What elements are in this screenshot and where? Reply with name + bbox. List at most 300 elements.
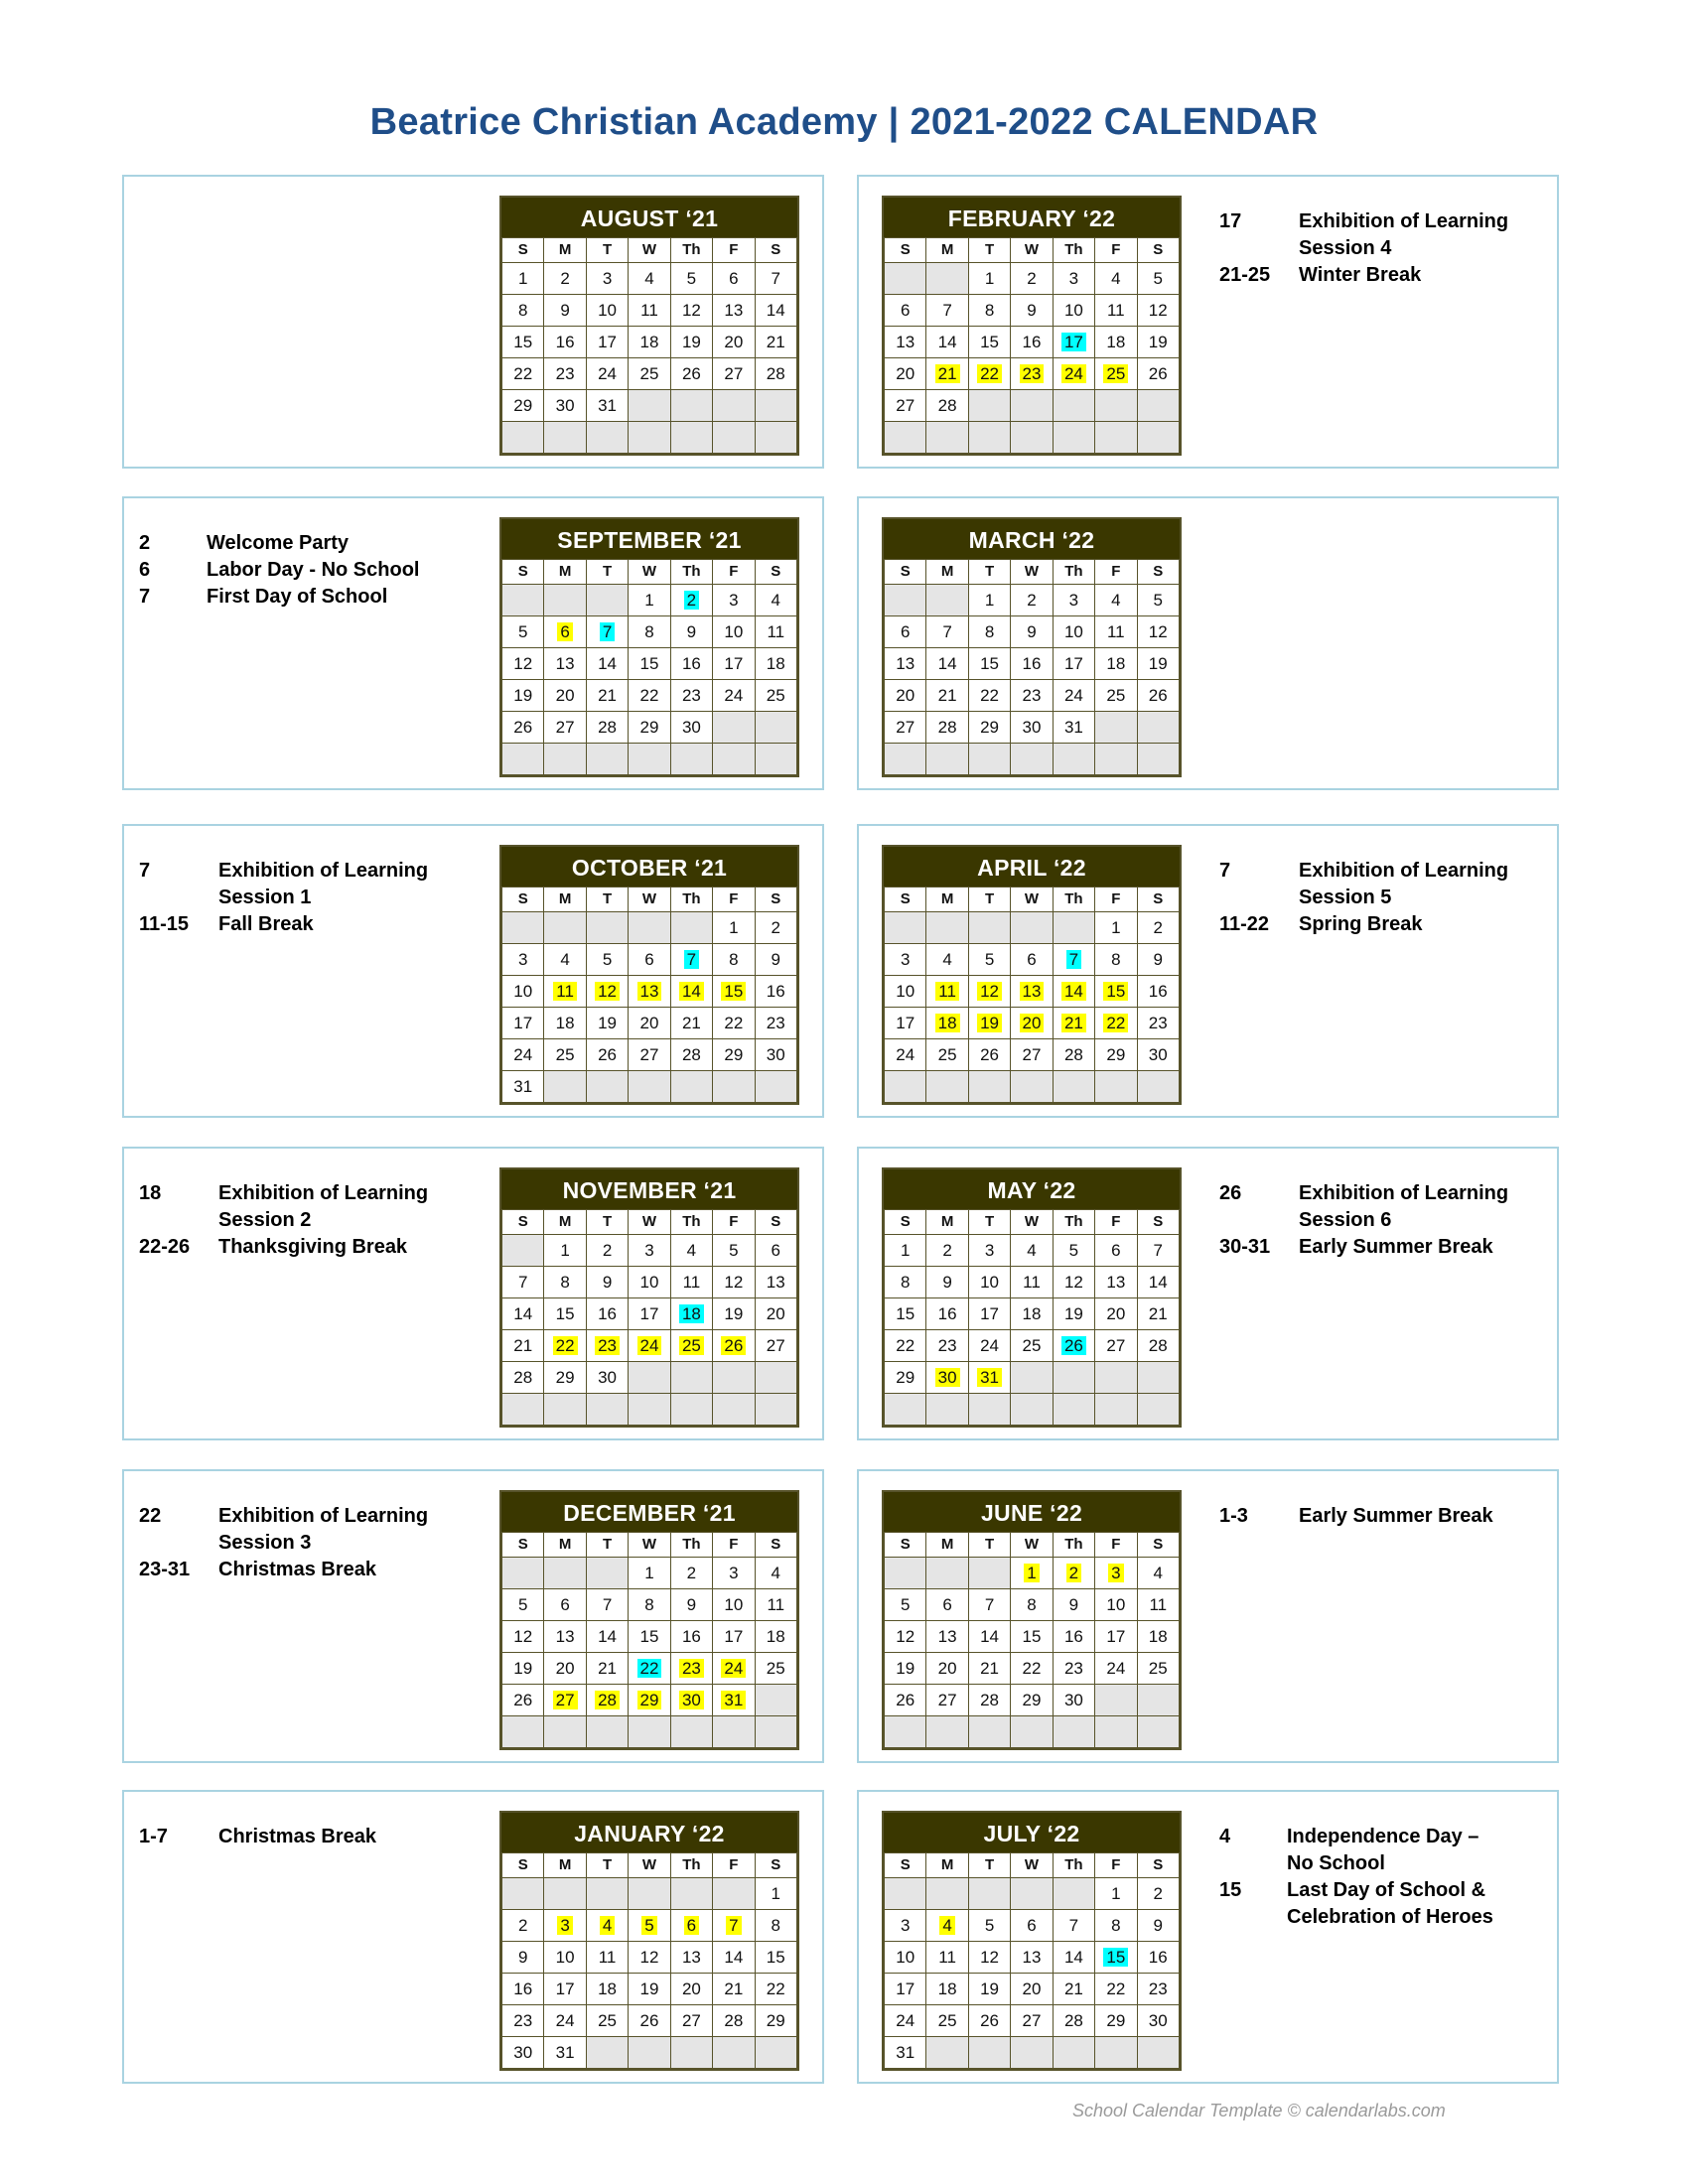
day-cell <box>1011 1589 1053 1621</box>
day-cell <box>885 712 926 744</box>
day-cell <box>1095 648 1137 680</box>
day-number: 1 <box>560 1241 570 1260</box>
day-cell <box>544 358 586 390</box>
day-number: 6 <box>644 950 654 969</box>
week-row <box>885 648 1180 680</box>
day-cell <box>713 1621 755 1653</box>
day-number: 7 <box>517 1273 528 1292</box>
day-cell <box>502 1071 544 1103</box>
day-number-break: 11 <box>935 982 959 1001</box>
day-cell <box>1053 1267 1094 1298</box>
day-cell <box>586 358 628 390</box>
event-description <box>218 858 477 911</box>
empty-day-cell <box>926 422 968 454</box>
empty-day-cell <box>670 1878 712 1910</box>
day-number: 18 <box>1148 1627 1168 1646</box>
week-row <box>502 585 797 616</box>
day-number: 11 <box>1149 1595 1168 1614</box>
day-cell <box>1011 1298 1053 1330</box>
day-cell <box>885 1653 926 1685</box>
day-number: 6 <box>1111 1241 1121 1260</box>
week-row <box>885 295 1180 327</box>
event-line: Labor Day - No School <box>207 559 420 581</box>
day-cell <box>926 1621 968 1653</box>
empty-day-cell <box>1011 1071 1053 1103</box>
day-number: 29 <box>513 396 533 415</box>
weekday-label: W <box>1011 1210 1053 1235</box>
day-number: 29 <box>980 718 1000 737</box>
month-title: FEBRUARY ‘22 <box>884 198 1180 237</box>
day-cell <box>586 1039 628 1071</box>
day-cell <box>670 1653 712 1685</box>
day-number-break: 14 <box>679 982 704 1001</box>
week-row <box>885 616 1180 648</box>
week-row <box>885 1394 1180 1426</box>
day-cell <box>670 712 712 744</box>
day-number: 24 <box>980 1336 1000 1355</box>
day-cell <box>1053 976 1094 1008</box>
day-number: 20 <box>681 1979 701 1998</box>
day-cell <box>502 1974 544 2005</box>
weekday-header-row <box>885 1533 1180 1558</box>
month-calendar <box>499 845 799 1105</box>
day-number-event: 15 <box>1103 1948 1128 1967</box>
weekday-label: F <box>713 1533 755 1558</box>
empty-day-cell <box>544 1716 586 1748</box>
day-cell <box>1011 944 1053 976</box>
day-number: 17 <box>598 333 618 351</box>
empty-day-cell <box>586 585 628 616</box>
day-number: 10 <box>724 1595 744 1614</box>
day-cell <box>1137 944 1179 976</box>
month-calendar <box>499 517 799 777</box>
day-number: 13 <box>896 333 915 351</box>
day-cell <box>544 648 586 680</box>
empty-day-cell <box>926 2037 968 2069</box>
day-cell <box>502 2005 544 2037</box>
empty-day-cell <box>1137 712 1179 744</box>
day-number: 2 <box>602 1241 613 1260</box>
empty-day-cell <box>1053 390 1094 422</box>
day-number: 19 <box>896 1659 915 1678</box>
empty-day-cell <box>1011 1878 1053 1910</box>
day-cell <box>755 1330 796 1362</box>
day-cell <box>926 1267 968 1298</box>
day-cell <box>885 616 926 648</box>
empty-day-cell <box>502 912 544 944</box>
empty-day-cell <box>968 1394 1010 1426</box>
month-title: SEPTEMBER ‘21 <box>501 519 797 559</box>
day-cell <box>502 1589 544 1621</box>
day-cell <box>1011 1910 1053 1942</box>
day-cell <box>968 944 1010 976</box>
week-row <box>502 616 797 648</box>
day-number: 28 <box>1063 2011 1083 2030</box>
day-number: 13 <box>766 1273 785 1292</box>
day-cell <box>629 2005 670 2037</box>
empty-day-cell <box>629 2037 670 2069</box>
empty-day-cell <box>968 1558 1010 1589</box>
day-cell <box>713 1685 755 1716</box>
event-item <box>139 530 477 557</box>
day-cell <box>755 1039 796 1071</box>
event-date: 6 <box>139 559 151 581</box>
weekday-label: Th <box>1053 887 1094 912</box>
empty-day-cell <box>670 912 712 944</box>
day-number: 6 <box>1027 1916 1037 1935</box>
day-cell <box>1095 1589 1137 1621</box>
day-number: 20 <box>724 333 744 351</box>
day-cell <box>713 1235 755 1267</box>
day-cell <box>1095 1942 1137 1974</box>
day-cell <box>713 944 755 976</box>
day-number: 12 <box>980 1948 1000 1967</box>
empty-day-cell <box>629 1878 670 1910</box>
day-number-break: 6 <box>684 1916 699 1935</box>
weekday-label: Th <box>1053 1210 1094 1235</box>
day-cell <box>629 1558 670 1589</box>
day-cell <box>1053 1910 1094 1942</box>
day-number: 13 <box>681 1948 701 1967</box>
weekday-label: W <box>629 887 670 912</box>
day-number: 30 <box>766 1045 785 1064</box>
day-cell <box>586 648 628 680</box>
day-number: 30 <box>1063 1691 1083 1709</box>
weekday-label: S <box>885 238 926 263</box>
day-cell <box>670 2005 712 2037</box>
day-number: 11 <box>640 301 658 320</box>
empty-day-cell <box>544 1071 586 1103</box>
day-cell <box>544 616 586 648</box>
day-number: 17 <box>724 1627 744 1646</box>
empty-day-cell <box>1011 422 1053 454</box>
weekday-label: W <box>629 560 670 585</box>
day-number: 16 <box>681 1627 701 1646</box>
day-number: 11 <box>1106 301 1125 320</box>
day-cell <box>629 295 670 327</box>
weekday-label: T <box>968 1210 1010 1235</box>
day-cell <box>586 1942 628 1974</box>
empty-day-cell <box>968 744 1010 775</box>
day-cell <box>755 1267 796 1298</box>
day-cell <box>670 1942 712 1974</box>
day-cell <box>713 1974 755 2005</box>
empty-day-cell <box>1011 1394 1053 1426</box>
week-row <box>885 1267 1180 1298</box>
day-number: 6 <box>1027 950 1037 969</box>
day-number: 15 <box>980 654 1000 673</box>
day-number: 9 <box>1027 622 1037 641</box>
day-cell <box>885 1039 926 1071</box>
day-number: 9 <box>686 1595 697 1614</box>
day-number: 1 <box>644 1564 654 1582</box>
day-number: 9 <box>560 301 570 320</box>
day-number: 24 <box>896 1045 915 1064</box>
weekday-label: F <box>713 1210 755 1235</box>
day-cell <box>713 680 755 712</box>
day-number: 1 <box>644 591 654 610</box>
day-number: 29 <box>896 1368 915 1387</box>
day-cell <box>670 1235 712 1267</box>
day-cell <box>502 976 544 1008</box>
event-item <box>139 1824 477 1850</box>
day-number: 13 <box>937 1627 957 1646</box>
event-line: Christmas Break <box>218 1559 376 1580</box>
day-cell <box>1137 295 1179 327</box>
weekday-label: S <box>755 1210 796 1235</box>
day-number: 14 <box>513 1304 533 1323</box>
day-cell <box>713 263 755 295</box>
week-row <box>885 1235 1180 1267</box>
empty-day-cell <box>629 912 670 944</box>
day-number: 2 <box>942 1241 952 1260</box>
day-number: 27 <box>1022 2011 1042 2030</box>
weekday-header-row <box>502 887 797 912</box>
day-number: 17 <box>555 1979 575 1998</box>
day-cell <box>586 976 628 1008</box>
week-row <box>502 744 797 775</box>
day-cell <box>755 976 796 1008</box>
weekday-label: S <box>502 1210 544 1235</box>
empty-day-cell <box>968 912 1010 944</box>
day-cell <box>1137 585 1179 616</box>
day-number: 19 <box>1063 1304 1083 1323</box>
day-number: 22 <box>639 686 659 705</box>
day-cell <box>586 680 628 712</box>
day-number: 14 <box>980 1627 1000 1646</box>
empty-day-cell <box>586 912 628 944</box>
day-cell <box>629 1621 670 1653</box>
day-number: 21 <box>937 686 957 705</box>
empty-day-cell <box>629 1394 670 1426</box>
empty-day-cell <box>629 1362 670 1394</box>
weekday-label: W <box>629 1853 670 1878</box>
day-cell <box>885 1910 926 1942</box>
day-cell <box>502 263 544 295</box>
week-row <box>885 1621 1180 1653</box>
day-number: 28 <box>513 1368 533 1387</box>
day-cell <box>968 2005 1010 2037</box>
day-number: 30 <box>555 396 575 415</box>
day-cell <box>1095 680 1137 712</box>
day-cell <box>755 263 796 295</box>
empty-day-cell <box>885 263 926 295</box>
day-cell <box>1011 1974 1053 2005</box>
month-days-table <box>501 1532 797 1748</box>
day-number-break: 5 <box>641 1916 656 1935</box>
month-calendar <box>499 1167 799 1428</box>
day-number: 27 <box>555 718 575 737</box>
day-number: 22 <box>1022 1659 1042 1678</box>
day-number: 16 <box>1022 654 1042 673</box>
day-number: 19 <box>681 333 701 351</box>
day-number: 18 <box>937 1979 957 1998</box>
event-line: Exhibition of Learning <box>1299 860 1509 882</box>
month-days-table <box>884 559 1180 775</box>
day-cell <box>885 944 926 976</box>
day-cell <box>1095 912 1137 944</box>
weekday-label: Th <box>670 1853 712 1878</box>
day-number-break: 4 <box>600 1916 615 1935</box>
day-number-break: 18 <box>935 1014 960 1032</box>
day-cell <box>670 1267 712 1298</box>
day-number: 27 <box>639 1045 659 1064</box>
week-row <box>885 263 1180 295</box>
day-cell <box>968 1685 1010 1716</box>
empty-day-cell <box>1095 390 1137 422</box>
day-number: 27 <box>724 364 744 383</box>
day-number: 16 <box>555 333 575 351</box>
day-number: 17 <box>896 1979 915 1998</box>
day-cell <box>670 1974 712 2005</box>
empty-day-cell <box>885 744 926 775</box>
event-date: 22-26 <box>139 1236 191 1258</box>
day-number: 23 <box>1022 686 1042 705</box>
event-line: Exhibition of Learning <box>218 1182 429 1204</box>
week-row <box>885 2037 1180 2069</box>
weekday-label: T <box>968 887 1010 912</box>
day-number: 6 <box>729 269 739 288</box>
day-cell <box>1053 1974 1094 2005</box>
day-number: 11 <box>682 1273 701 1292</box>
day-number: 9 <box>686 622 697 641</box>
day-cell <box>629 680 670 712</box>
day-cell <box>1095 1621 1137 1653</box>
day-number: 16 <box>937 1304 957 1323</box>
event-item <box>139 584 477 611</box>
day-cell <box>926 1942 968 1974</box>
day-cell <box>755 1621 796 1653</box>
day-cell <box>629 1267 670 1298</box>
week-row <box>885 1974 1180 2005</box>
day-cell <box>885 1589 926 1621</box>
day-number: 26 <box>639 2011 659 2030</box>
month-events <box>139 1824 477 1850</box>
day-cell <box>1137 1558 1179 1589</box>
day-number: 15 <box>639 1627 659 1646</box>
week-row <box>502 648 797 680</box>
day-number: 28 <box>724 2011 744 2030</box>
empty-day-cell <box>1053 2037 1094 2069</box>
day-cell <box>968 585 1010 616</box>
day-number-break: 13 <box>637 982 662 1001</box>
day-number: 25 <box>639 364 659 383</box>
day-number: 16 <box>766 982 785 1001</box>
empty-day-cell <box>885 1071 926 1103</box>
day-cell <box>670 585 712 616</box>
day-cell <box>755 912 796 944</box>
day-number: 12 <box>1148 301 1168 320</box>
empty-day-cell <box>586 1394 628 1426</box>
event-item <box>1219 1180 1537 1234</box>
day-number-break: 21 <box>1061 1014 1086 1032</box>
empty-day-cell <box>670 390 712 422</box>
day-cell <box>1053 1039 1094 1071</box>
day-number: 8 <box>644 1595 654 1614</box>
weekday-label: Th <box>670 887 712 912</box>
day-number: 25 <box>766 686 785 705</box>
day-number-break: 30 <box>935 1368 960 1387</box>
week-row <box>502 422 797 454</box>
day-number-break: 13 <box>1020 982 1045 1001</box>
day-cell <box>755 1942 796 1974</box>
day-cell <box>670 1039 712 1071</box>
day-cell <box>885 1942 926 1974</box>
week-row <box>885 1330 1180 1362</box>
day-cell <box>1137 1330 1179 1362</box>
day-number: 26 <box>1148 364 1168 383</box>
day-cell <box>670 616 712 648</box>
day-number: 5 <box>602 950 613 969</box>
day-cell <box>544 1362 586 1394</box>
day-number: 19 <box>639 1979 659 1998</box>
day-cell <box>713 1298 755 1330</box>
month-calendar <box>882 845 1182 1105</box>
day-number: 8 <box>1027 1595 1037 1614</box>
empty-day-cell <box>544 912 586 944</box>
day-number: 3 <box>900 1916 911 1935</box>
day-number: 3 <box>729 591 739 610</box>
day-number: 20 <box>896 686 915 705</box>
event-description <box>218 1824 477 1850</box>
day-number: 24 <box>1106 1659 1126 1678</box>
day-number: 6 <box>900 622 911 641</box>
day-number: 21 <box>1063 1979 1083 1998</box>
event-description <box>207 530 477 557</box>
weekday-label: W <box>1011 887 1053 912</box>
event-description <box>218 911 477 938</box>
day-number: 25 <box>937 1045 957 1064</box>
day-cell <box>926 944 968 976</box>
day-cell <box>629 1685 670 1716</box>
event-item <box>1219 1877 1537 1931</box>
event-line: Exhibition of Learning <box>218 860 429 882</box>
day-cell <box>629 976 670 1008</box>
day-cell <box>629 1008 670 1039</box>
event-date: 22 <box>139 1505 162 1527</box>
day-cell <box>968 648 1010 680</box>
empty-day-cell <box>755 1716 796 1748</box>
day-number: 12 <box>639 1948 659 1967</box>
empty-day-cell <box>885 585 926 616</box>
weekday-label: S <box>885 1853 926 1878</box>
day-cell <box>502 1267 544 1298</box>
day-number: 29 <box>724 1045 744 1064</box>
day-cell <box>968 358 1010 390</box>
day-number: 22 <box>766 1979 785 1998</box>
day-number: 1 <box>771 1884 780 1903</box>
day-number: 31 <box>555 2043 575 2062</box>
month-title: MARCH ‘22 <box>884 519 1180 559</box>
day-number: 21 <box>513 1336 533 1355</box>
weekday-label: S <box>502 887 544 912</box>
day-number: 7 <box>942 622 952 641</box>
day-cell <box>1095 976 1137 1008</box>
day-number: 8 <box>517 301 528 320</box>
day-number-break: 29 <box>637 1691 662 1709</box>
day-cell <box>1053 1558 1094 1589</box>
day-number: 30 <box>681 718 701 737</box>
week-row <box>502 1589 797 1621</box>
day-cell <box>670 295 712 327</box>
day-number: 29 <box>766 2011 785 2030</box>
empty-day-cell <box>926 1394 968 1426</box>
day-number: 7 <box>984 1595 995 1614</box>
week-row <box>885 1589 1180 1621</box>
day-number: 22 <box>513 364 533 383</box>
day-number: 27 <box>896 396 915 415</box>
day-cell <box>926 1910 968 1942</box>
